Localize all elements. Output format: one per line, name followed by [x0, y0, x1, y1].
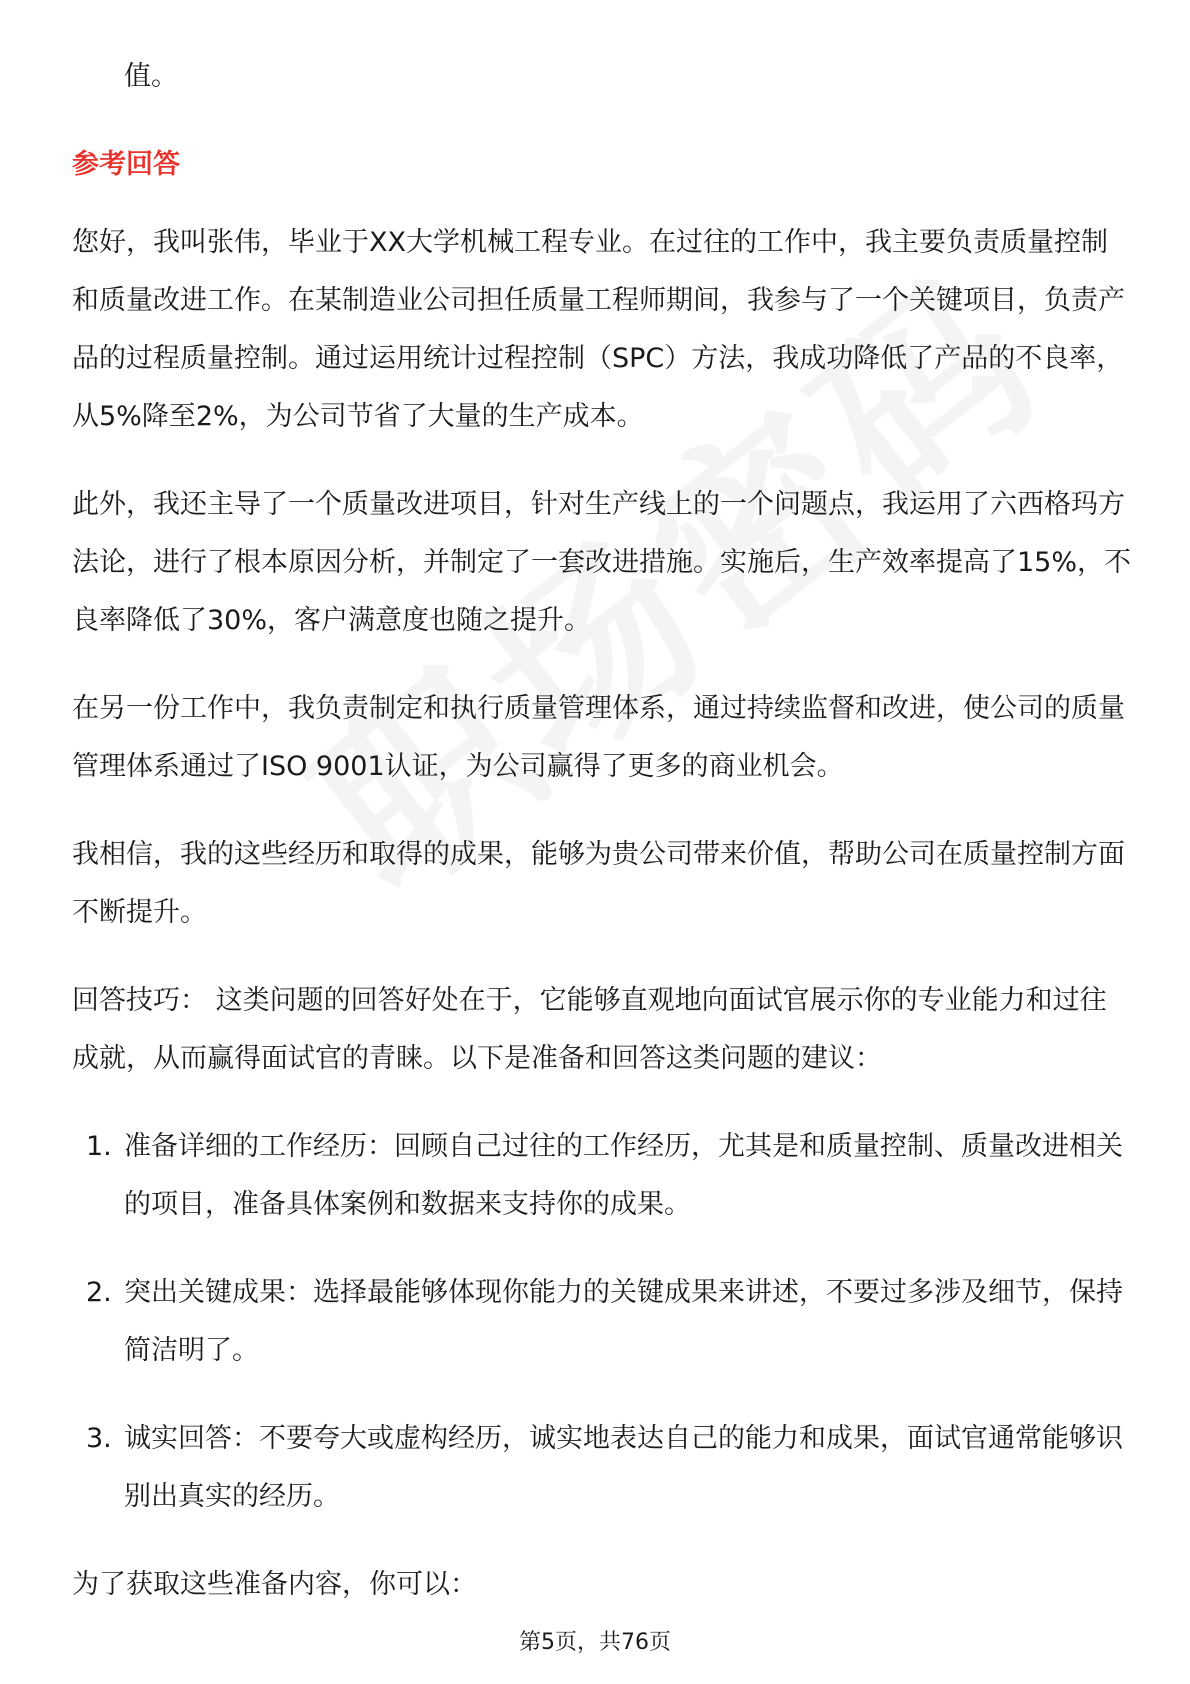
- paragraph-belief: 我相信，我的这些经历和取得的成果，能够为贵公司带来价值，帮助公司在质量控制方面不断提升。: [72, 839, 1125, 928]
- list-item-text: 突出关键成果：选择最能够体现你能力的关键成果来讲述，不要过多涉及细节，保持简洁明了。: [124, 1277, 1123, 1366]
- paragraph-intro: 您好，我叫张伟，毕业于XX大学机械工程专业。在过往的工作中，我主要负责质量控制和质量改进工作。在某制造业公司担任质量工程师期间，我参与了一个关键项目，负责产品的过程质量控制。通过运用统计过程控制（SPC）方法，我成功降低了产品的不良率，从5%降至2%，为公司节省了大量的生产成本。: [72, 227, 1125, 432]
- list-number: 3.: [86, 1423, 112, 1454]
- page-footer: 第5页，共76页: [519, 1630, 671, 1655]
- paragraph-iso: 在另一份工作中，我负责制定和执行质量管理体系，通过持续监督和改进，使公司的质量管理体系通过了ISO 9001认证，为公司赢得了更多的商业机会。: [72, 693, 1125, 782]
- list-number: 2.: [86, 1277, 112, 1308]
- paragraph-improvement: 此外，我还主导了一个质量改进项目，针对生产线上的一个问题点，我运用了六西格玛方法论，进行了根本原因分析，并制定了一套改进措施。实施后，生产效率提高了15%，不良率降低了30%，客户满意度也随之提升。: [72, 489, 1132, 636]
- list-number: 1.: [86, 1131, 112, 1162]
- continuation-text: 值。: [124, 61, 178, 92]
- list-item-text: 诚实回答：不要夸大或虚构经历，诚实地表达自己的能力和成果，面试官通常能够识别出真实的经历。: [124, 1423, 1123, 1512]
- closing-text: 为了获取这些准备内容，你可以：: [72, 1569, 477, 1600]
- list-item: [72, 1264, 1132, 1380]
- list-item: [72, 1118, 1132, 1234]
- list-item-text: 准备详细的工作经历：回顾自己过往的工作经历，尤其是和质量控制、质量改进相关的项目，准备具体案例和数据来支持你的成果。: [124, 1131, 1123, 1220]
- tips-list: [72, 1118, 1132, 1526]
- section-heading: 参考回答: [72, 149, 180, 180]
- paragraph-tips-intro: 回答技巧： 这类问题的回答好处在于，它能够直观地向面试官展示你的专业能力和过往成就，从而赢得面试官的青睐。以下是准备和回答这类问题的建议：: [72, 985, 1107, 1074]
- page-content: [72, 48, 1132, 1644]
- list-item: [72, 1410, 1132, 1526]
